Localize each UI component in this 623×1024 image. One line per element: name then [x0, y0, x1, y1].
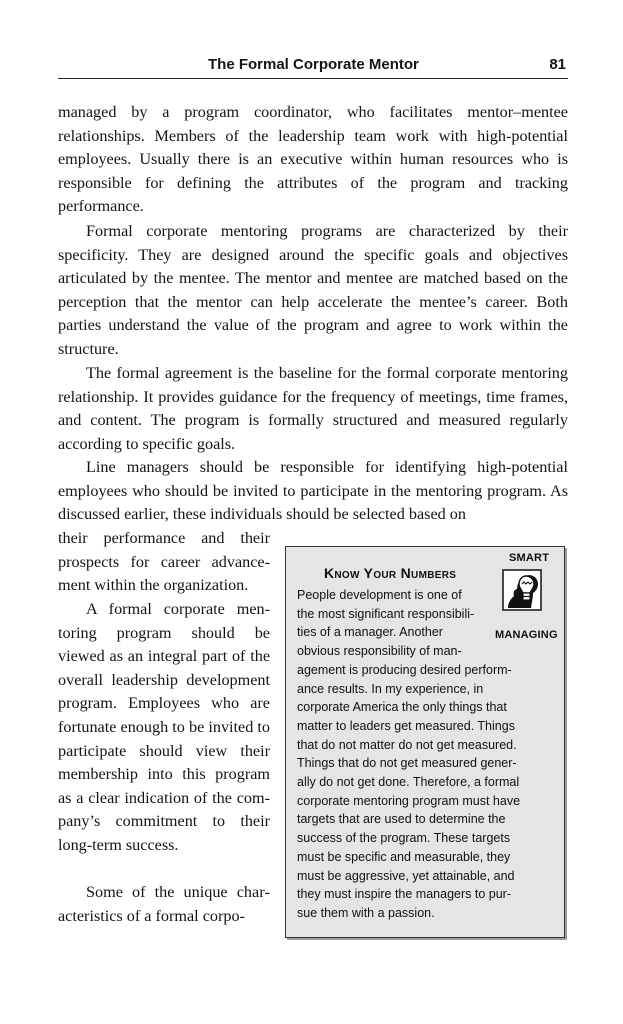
running-head-title: The Formal Corporate Mentor [208, 56, 419, 73]
smart-badge-label: SMART [509, 552, 550, 564]
body-paragraph: their performance and their prospects for career advancement within the organization. [58, 529, 270, 595]
sidebar-line: matter to leaders get measured. Things [297, 718, 515, 733]
sidebar-line: ties of a manager. Another [297, 625, 443, 640]
sidebar-line: that do not matter do not get measured. [297, 737, 517, 752]
sidebar-line: corporate America the only things that [297, 700, 507, 715]
sidebar-line: must be aggressive, yet attainable, and [297, 868, 515, 883]
sidebar-line: success of the program. These targets [297, 831, 511, 846]
sidebar-line: People development is one of [297, 588, 462, 602]
body-paragraph: Some of the unique characteristics of a formal corpo- [58, 883, 270, 925]
sidebar-line: corporate mentoring program must have [297, 793, 521, 808]
running-header [58, 54, 568, 79]
managing-badge-label: MANAGING [495, 629, 558, 641]
sidebar-line: ance results. In my experience, in [297, 681, 484, 696]
sidebar-line: ally do not get done. Therefore, a formal [297, 775, 520, 790]
sidebar-line: Things that do not get measured gener- [297, 756, 517, 771]
page-number: 81 [549, 56, 566, 73]
body-paragraph: Line managers should be responsible for identifying high-potential employees who should be invited to participate in the mentoring program. As discussed earlier, these individuals should be selected based on [58, 458, 568, 524]
sidebar-line: must be specific and measurable, they [297, 849, 511, 864]
know-your-numbers-sidebar [285, 546, 565, 938]
body-paragraph: Formal corporate mentoring programs are characterized by their specificity. They are designed around the specific goals and objectives articulated by the mentee. The mentor and mentee are matched based on the perception that the mentor can help accelerate the mentee’s career. Both parties understand the value of the program and agree to work within the structure. [58, 222, 568, 358]
body-paragraph: The formal agreement is the baseline for the formal corporate mentoring relationship. It provides guidance for the frequency of meetings, time frames, and content. The program is formally structured and measured regularly according to specific goals. [58, 364, 568, 453]
sidebar-line: they must inspire the managers to pur- [297, 887, 511, 902]
sidebar-line: targets that are used to determine the [297, 812, 506, 827]
body-paragraph: A formal corporate mentoring program should be viewed as an integral part of the overall leadership development program. Employees who are fortunate enough to be invited to participate should view their membership into this program as a clear indication of the company’s commitment to their long-term success. [58, 600, 270, 854]
sidebar-line: agement is producing desired perform- [297, 662, 512, 677]
sidebar-text [297, 586, 557, 923]
sidebar-line: obvious responsibility of man- [297, 644, 462, 659]
body-paragraph: managed by a program coordinator, who facilitates mentor–mentee relationships. Members of the leadership team work with high-potential employees. Usually there is an executive within human resources who is responsible for defining the attributes of the program and tracking performance. [58, 103, 568, 216]
sidebar-line: the most significant responsibili- [297, 606, 475, 621]
sidebar-line: sue them with a passion. [297, 905, 435, 920]
sidebar-title: Know Your Numbers [324, 565, 457, 581]
